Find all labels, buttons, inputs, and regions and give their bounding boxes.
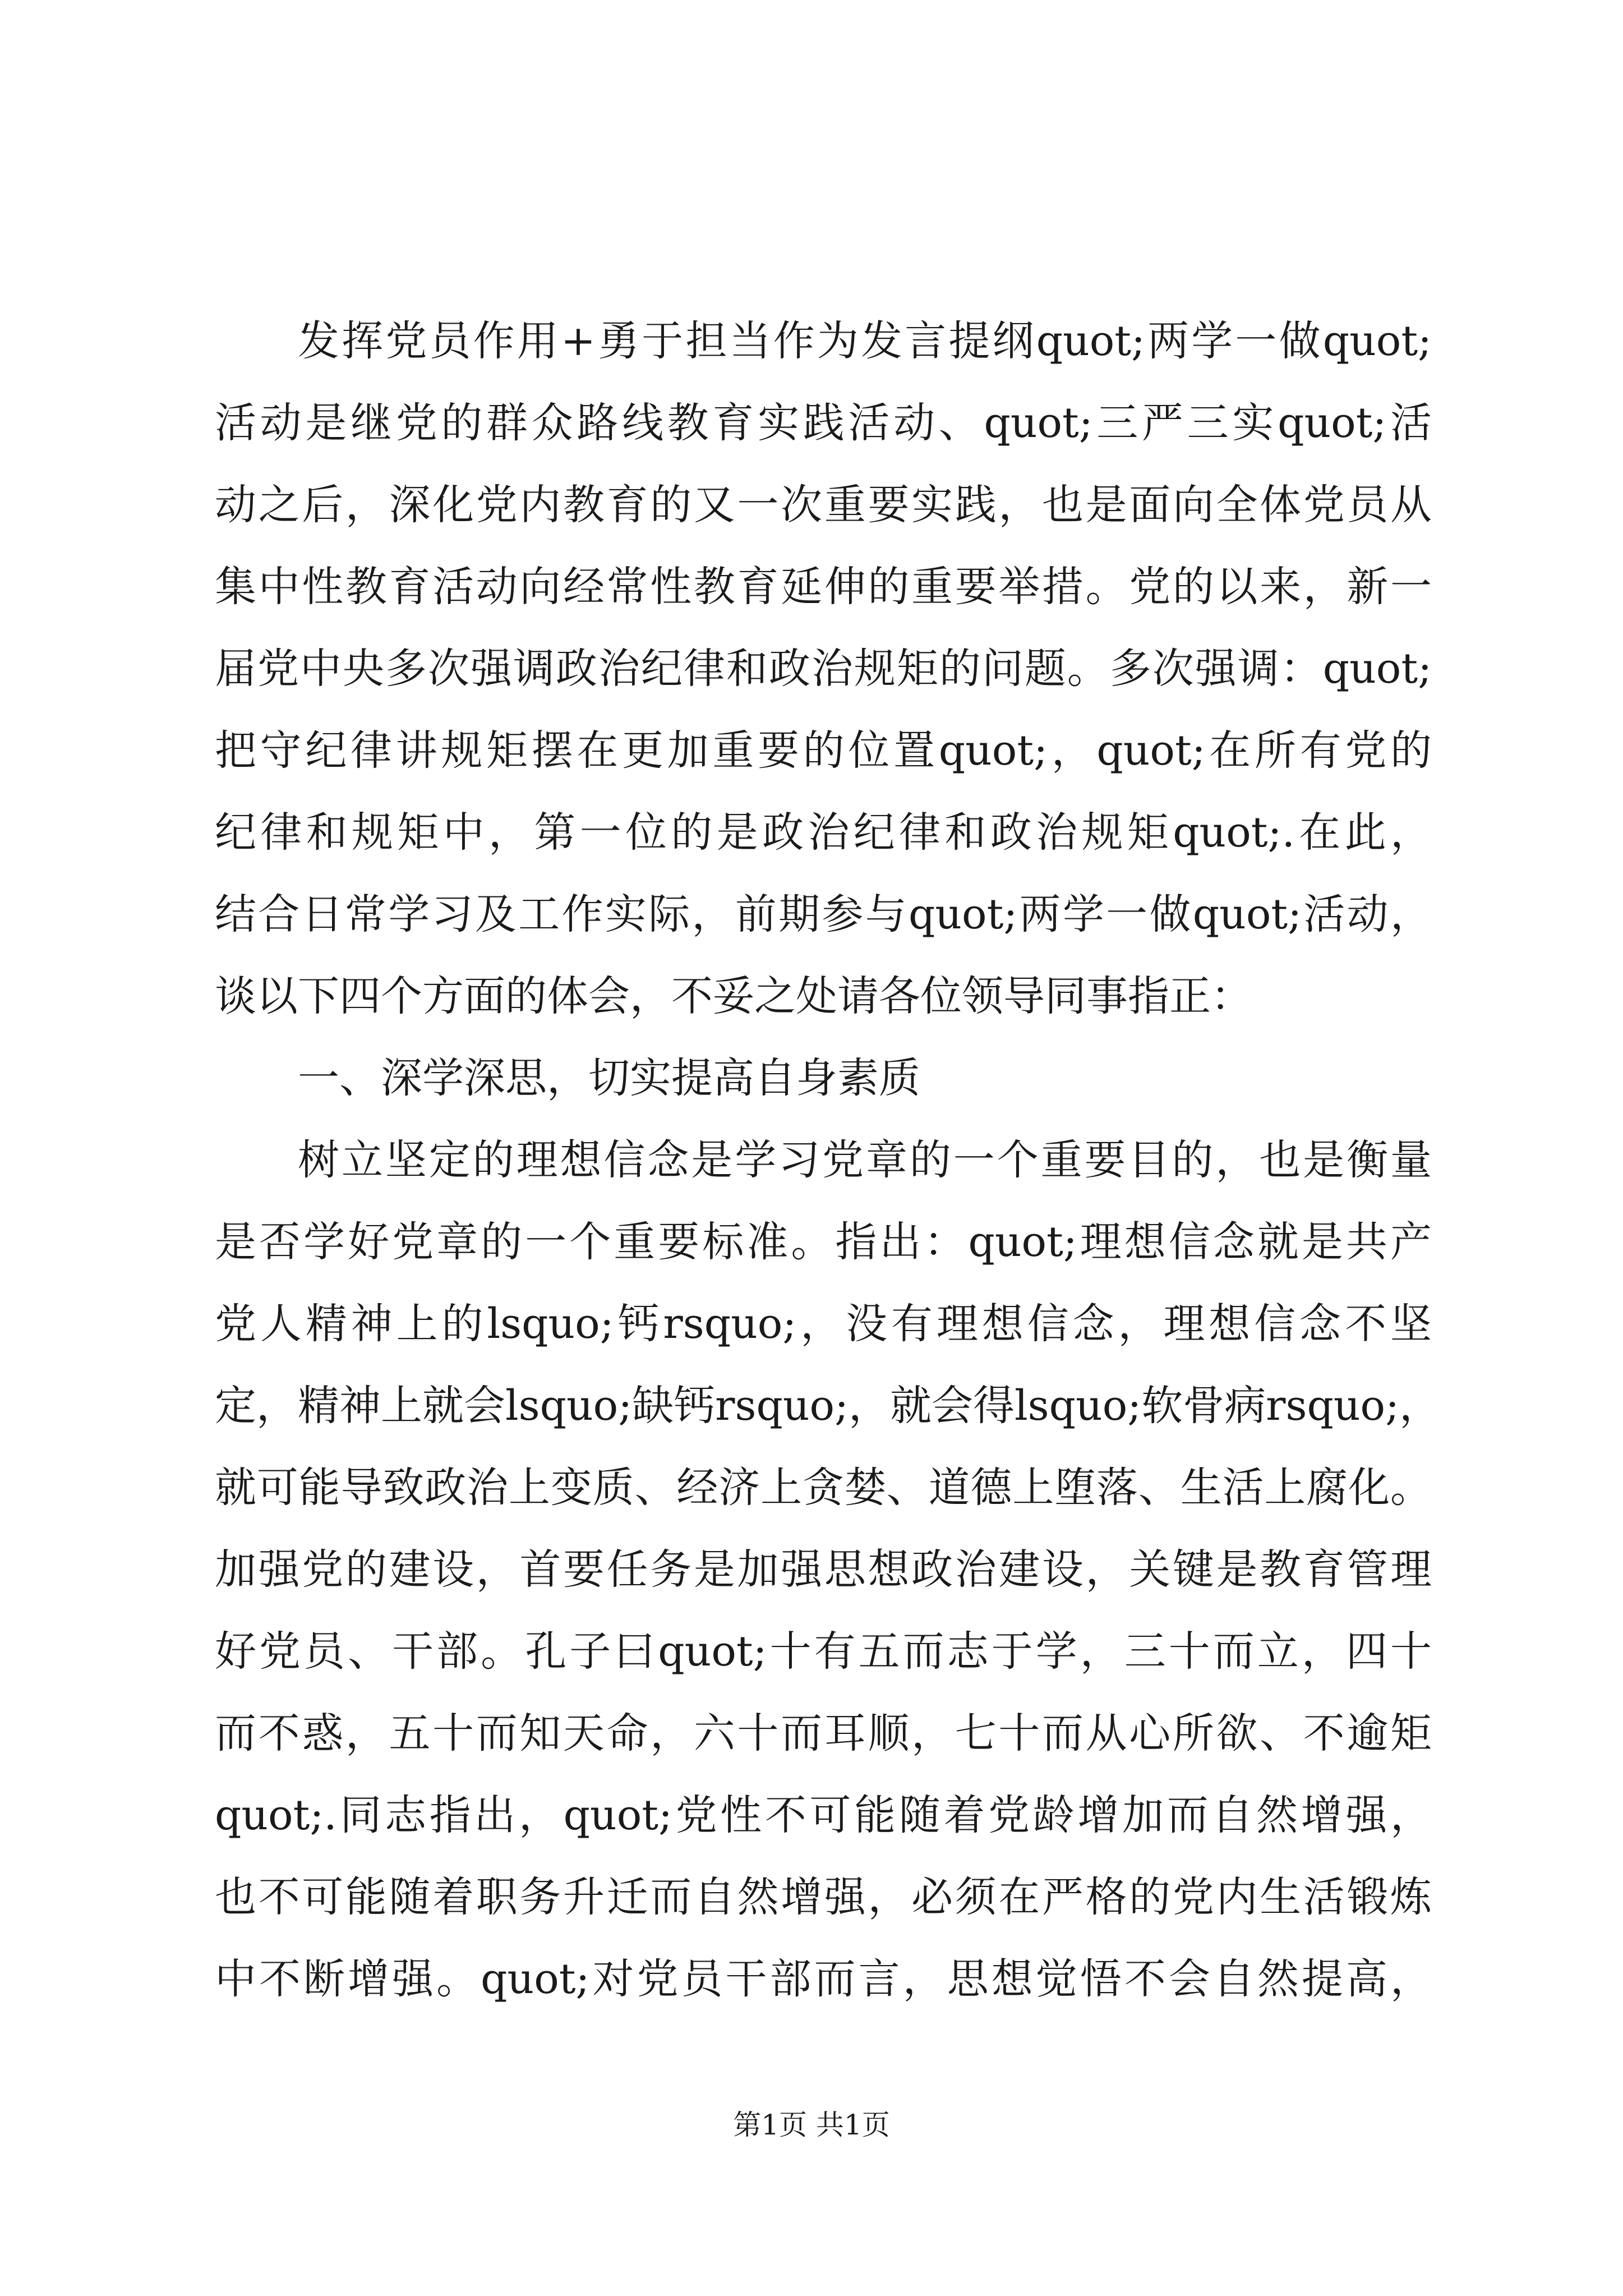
document-body [215, 300, 1441, 2020]
paragraph-2-line-5: 就可能导致政治上变质、经济上贪婪、道德上堕落、生活上腐化。 [215, 1464, 1432, 1512]
section-heading: 一、深学深思，切实提高自身素质 [298, 1054, 920, 1102]
paragraph-1-line-2: 活动是继党的群众路线教育实践活动、quot;三严三实quot;活 [215, 399, 1432, 447]
paragraph-1-line-7: 纪律和规矩中，第一位的是政治纪律和政治规矩quot;.在此， [215, 808, 1432, 857]
page-number-footer: 第1页 共1页 [733, 2109, 890, 2141]
paragraph-2-line-4: 定，精神上就会lsquo;缺钙rsquo;，就会得lsquo;软骨病rsquo;， [215, 1382, 1441, 1430]
paragraph-2-line-11: 中不断增强。quot;对党员干部而言，思想觉悟不会自然提高， [215, 1955, 1432, 2003]
paragraph-1-line-1: 发挥党员作用+勇于担当作为发言提纲quot;两学一做quot; [298, 317, 1432, 365]
paragraph-1-line-8: 结合日常学习及工作实际，前期参与quot;两学一做quot;活动， [215, 890, 1432, 938]
paragraph-2-line-1: 树立坚定的理想信念是学习党章的一个重要目的，也是衡量 [298, 1136, 1432, 1184]
paragraph-1-line-5: 届党中央多次强调政治纪律和政治规矩的问题。多次强调：quot; [215, 645, 1432, 693]
paragraph-2-line-7: 好党员、干部。孔子曰quot;十有五而志于学，三十而立，四十 [215, 1627, 1432, 1676]
paragraph-2-line-9: quot;.同志指出，quot;党性不可能随着党龄增加而自然增强， [215, 1791, 1432, 1839]
paragraph-2-line-6: 加强党的建设，首要任务是加强思想政治建设，关键是教育管理 [215, 1545, 1432, 1594]
paragraph-2-line-8: 而不惑，五十而知天命，六十而耳顺，七十而从心所欲、不逾矩 [215, 1709, 1432, 1757]
paragraph-2-line-3: 党人精神上的lsquo;钙rsquo;，没有理想信念，理想信念不坚 [215, 1300, 1432, 1348]
paragraph-1-line-6: 把守纪律讲规矩摆在更加重要的位置quot;，quot;在所有党的 [215, 726, 1432, 775]
paragraph-1-line-9: 谈以下四个方面的体会，不妥之处请各位领导同事指正： [215, 972, 1252, 1020]
paragraph-1-line-3: 动之后，深化党内教育的又一次重要实践，也是面向全体党员从 [215, 481, 1432, 529]
paragraph-2-line-2: 是否学好党章的一个重要标准。指出：quot;理想信念就是共产 [215, 1218, 1432, 1266]
paragraph-1-line-4: 集中性教育活动向经常性教育延伸的重要举措。党的以来，新一 [215, 563, 1432, 611]
paragraph-2-line-10: 也不可能随着职务升迁而自然增强，必须在严格的党内生活锻炼 [215, 1873, 1432, 1921]
